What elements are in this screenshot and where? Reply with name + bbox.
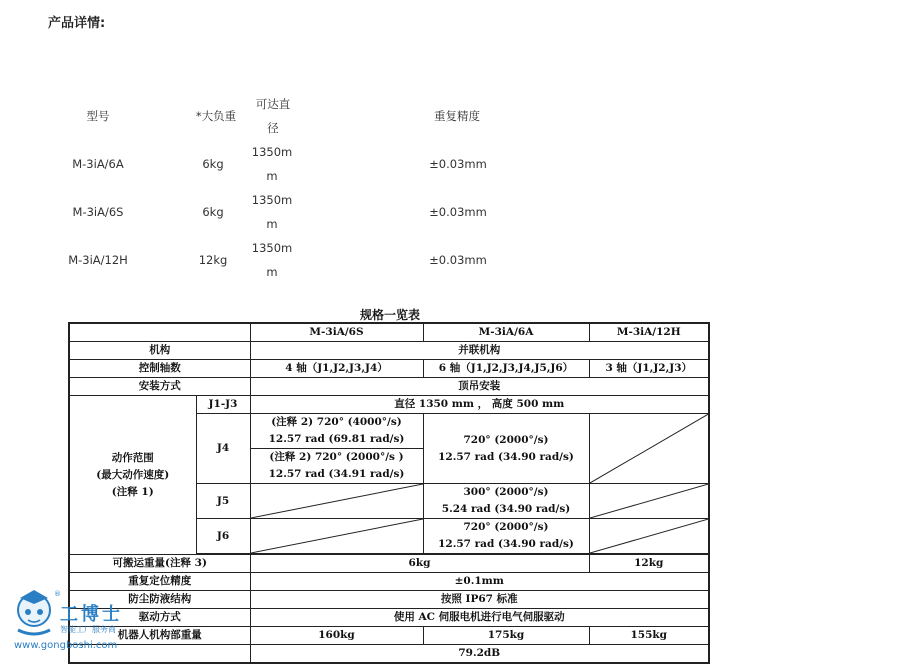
j6-12h-empty [589,519,709,554]
header-model: 型号 [86,109,110,123]
payload-12kg: 12kg [589,555,709,573]
j6-label: J6 [196,519,250,554]
header-load: *大负重 [195,109,237,123]
logo-url: www.gongboshi.com [14,640,118,651]
repeat-value: ±0.1mm [250,573,709,591]
drive-value: 使用 AC 伺服电机进行电气伺服驱动 [250,609,709,627]
spec-table [68,322,710,664]
diagonal-slash [590,414,709,483]
j5-6a-line1: 300° (2000°/s) [463,486,549,498]
logo-text: 工博士 [60,604,123,625]
j6-6a-value [423,519,589,554]
row-precision: ±0.03mm [429,157,487,171]
row-reach-1: 1350m [251,241,293,255]
j4-6s-b-line1: (注释 2) 720° (2000°/s ) [269,451,404,463]
drive-label: 驱动方式 [69,609,250,627]
j4-6a-line2: 12.57 rad (34.90 rad/s) [438,450,574,463]
mount-value: 顶吊安装 [250,378,709,396]
j5-6s-empty [250,484,423,519]
row-reach-2: m [266,265,278,279]
axes-value: 3 轴（J1,J2,J3） [589,360,709,378]
row-reach-2: m [266,217,278,231]
j1-j3-value: 直径 1350 mm ， 高度 500 mm [250,396,709,414]
mount-label: 安装方式 [69,378,250,396]
row-precision: ±0.03mm [429,205,487,219]
j4-12h-empty [589,414,709,484]
model-header: M-3iA/6A [423,323,589,342]
mechanism-value: 并联机构 [250,342,709,360]
weight-value: 160kg [250,627,423,645]
product-details-heading: 产品详情: [48,16,106,31]
j5-6a-value [423,484,589,519]
payload-6kg: 6kg [250,555,589,573]
j6-6a-line1: 720° (2000°/s) [463,521,549,533]
spec-table-title: 规格一览表 [360,308,421,322]
model-header: M-3iA/12H [589,323,709,342]
row-load: 12kg [198,253,228,267]
row-load: 6kg [202,205,224,219]
j4-6s-value-a [250,414,423,449]
row-model: M-3iA/6A [72,157,124,171]
j4-6s-a-line1: (注释 2) 720° (4000°/s) [271,416,402,428]
logo-subtitle: 智能工厂服务商 [60,625,116,634]
axes-value: 6 轴（J1,J2,J3,J4,J5,J6） [423,360,589,378]
row-reach-1: 1350m [251,145,293,159]
motion-range-label-2: (最大动作速度) [96,468,170,481]
j4-6s-value-b [250,449,423,484]
motion-range-label [69,396,196,555]
diagonal-slash [251,519,423,553]
spec-corner-cell [69,323,250,342]
j4-6a-line1: 720° (2000°/s) [463,433,549,446]
overview-table [0,0,900,300]
axes-label: 控制轴数 [69,360,250,378]
j5-12h-empty [589,484,709,519]
weight-label: 机器人机构部重量 [69,627,250,645]
header-precision: 重复精度 [434,109,480,123]
j1-j3-label: J1-J3 [196,396,250,414]
row-precision: ±0.03mm [429,253,487,267]
row-model: M-3iA/12H [68,253,128,267]
j5-6a-line2: 5.24 rad (34.90 rad/s) [441,503,571,515]
j6-6a-line2: 12.57 rad (34.90 rad/s) [438,538,574,550]
weight-value: 155kg [589,627,709,645]
j4-label: J4 [196,414,250,484]
repeat-label: 重复定位精度 [69,573,250,591]
motion-range-label-1: 动作范围 [111,451,154,464]
row-reach-2: m [266,169,278,183]
j5-label: J5 [196,484,250,519]
mechanism-label: 机构 [69,342,250,360]
weight-value: 175kg [423,627,589,645]
diagonal-slash [590,484,709,518]
axes-value: 4 轴（J1,J2,J3,J4） [250,360,423,378]
dust-label: 防尘防液结构 [69,591,250,609]
j4-6s-b-line2: 12.57 rad (34.91 rad/s) [268,468,405,480]
row-load: 6kg [202,157,224,171]
diagonal-slash [590,519,709,553]
j4-6a-value [423,414,589,484]
svg-text:®: ® [54,590,61,598]
row-model: M-3iA/6S [72,205,124,219]
diagonal-slash [251,484,423,518]
payload-label: 可搬运重量(注释 3) [69,555,250,573]
j4-6s-a-line2: 12.57 rad (69.81 rad/s) [268,433,405,445]
header-reach-2: 径 [267,121,279,135]
row-reach-1: 1350m [251,193,293,207]
dust-value: 按照 IP67 标准 [250,591,709,609]
j6-6s-empty [250,519,423,554]
model-header: M-3iA/6S [250,323,423,342]
header-reach-1: 可达直 [255,97,291,111]
noise-value: 79.2dB [250,645,709,664]
motion-range-label-3: (注释 1) [111,485,154,498]
